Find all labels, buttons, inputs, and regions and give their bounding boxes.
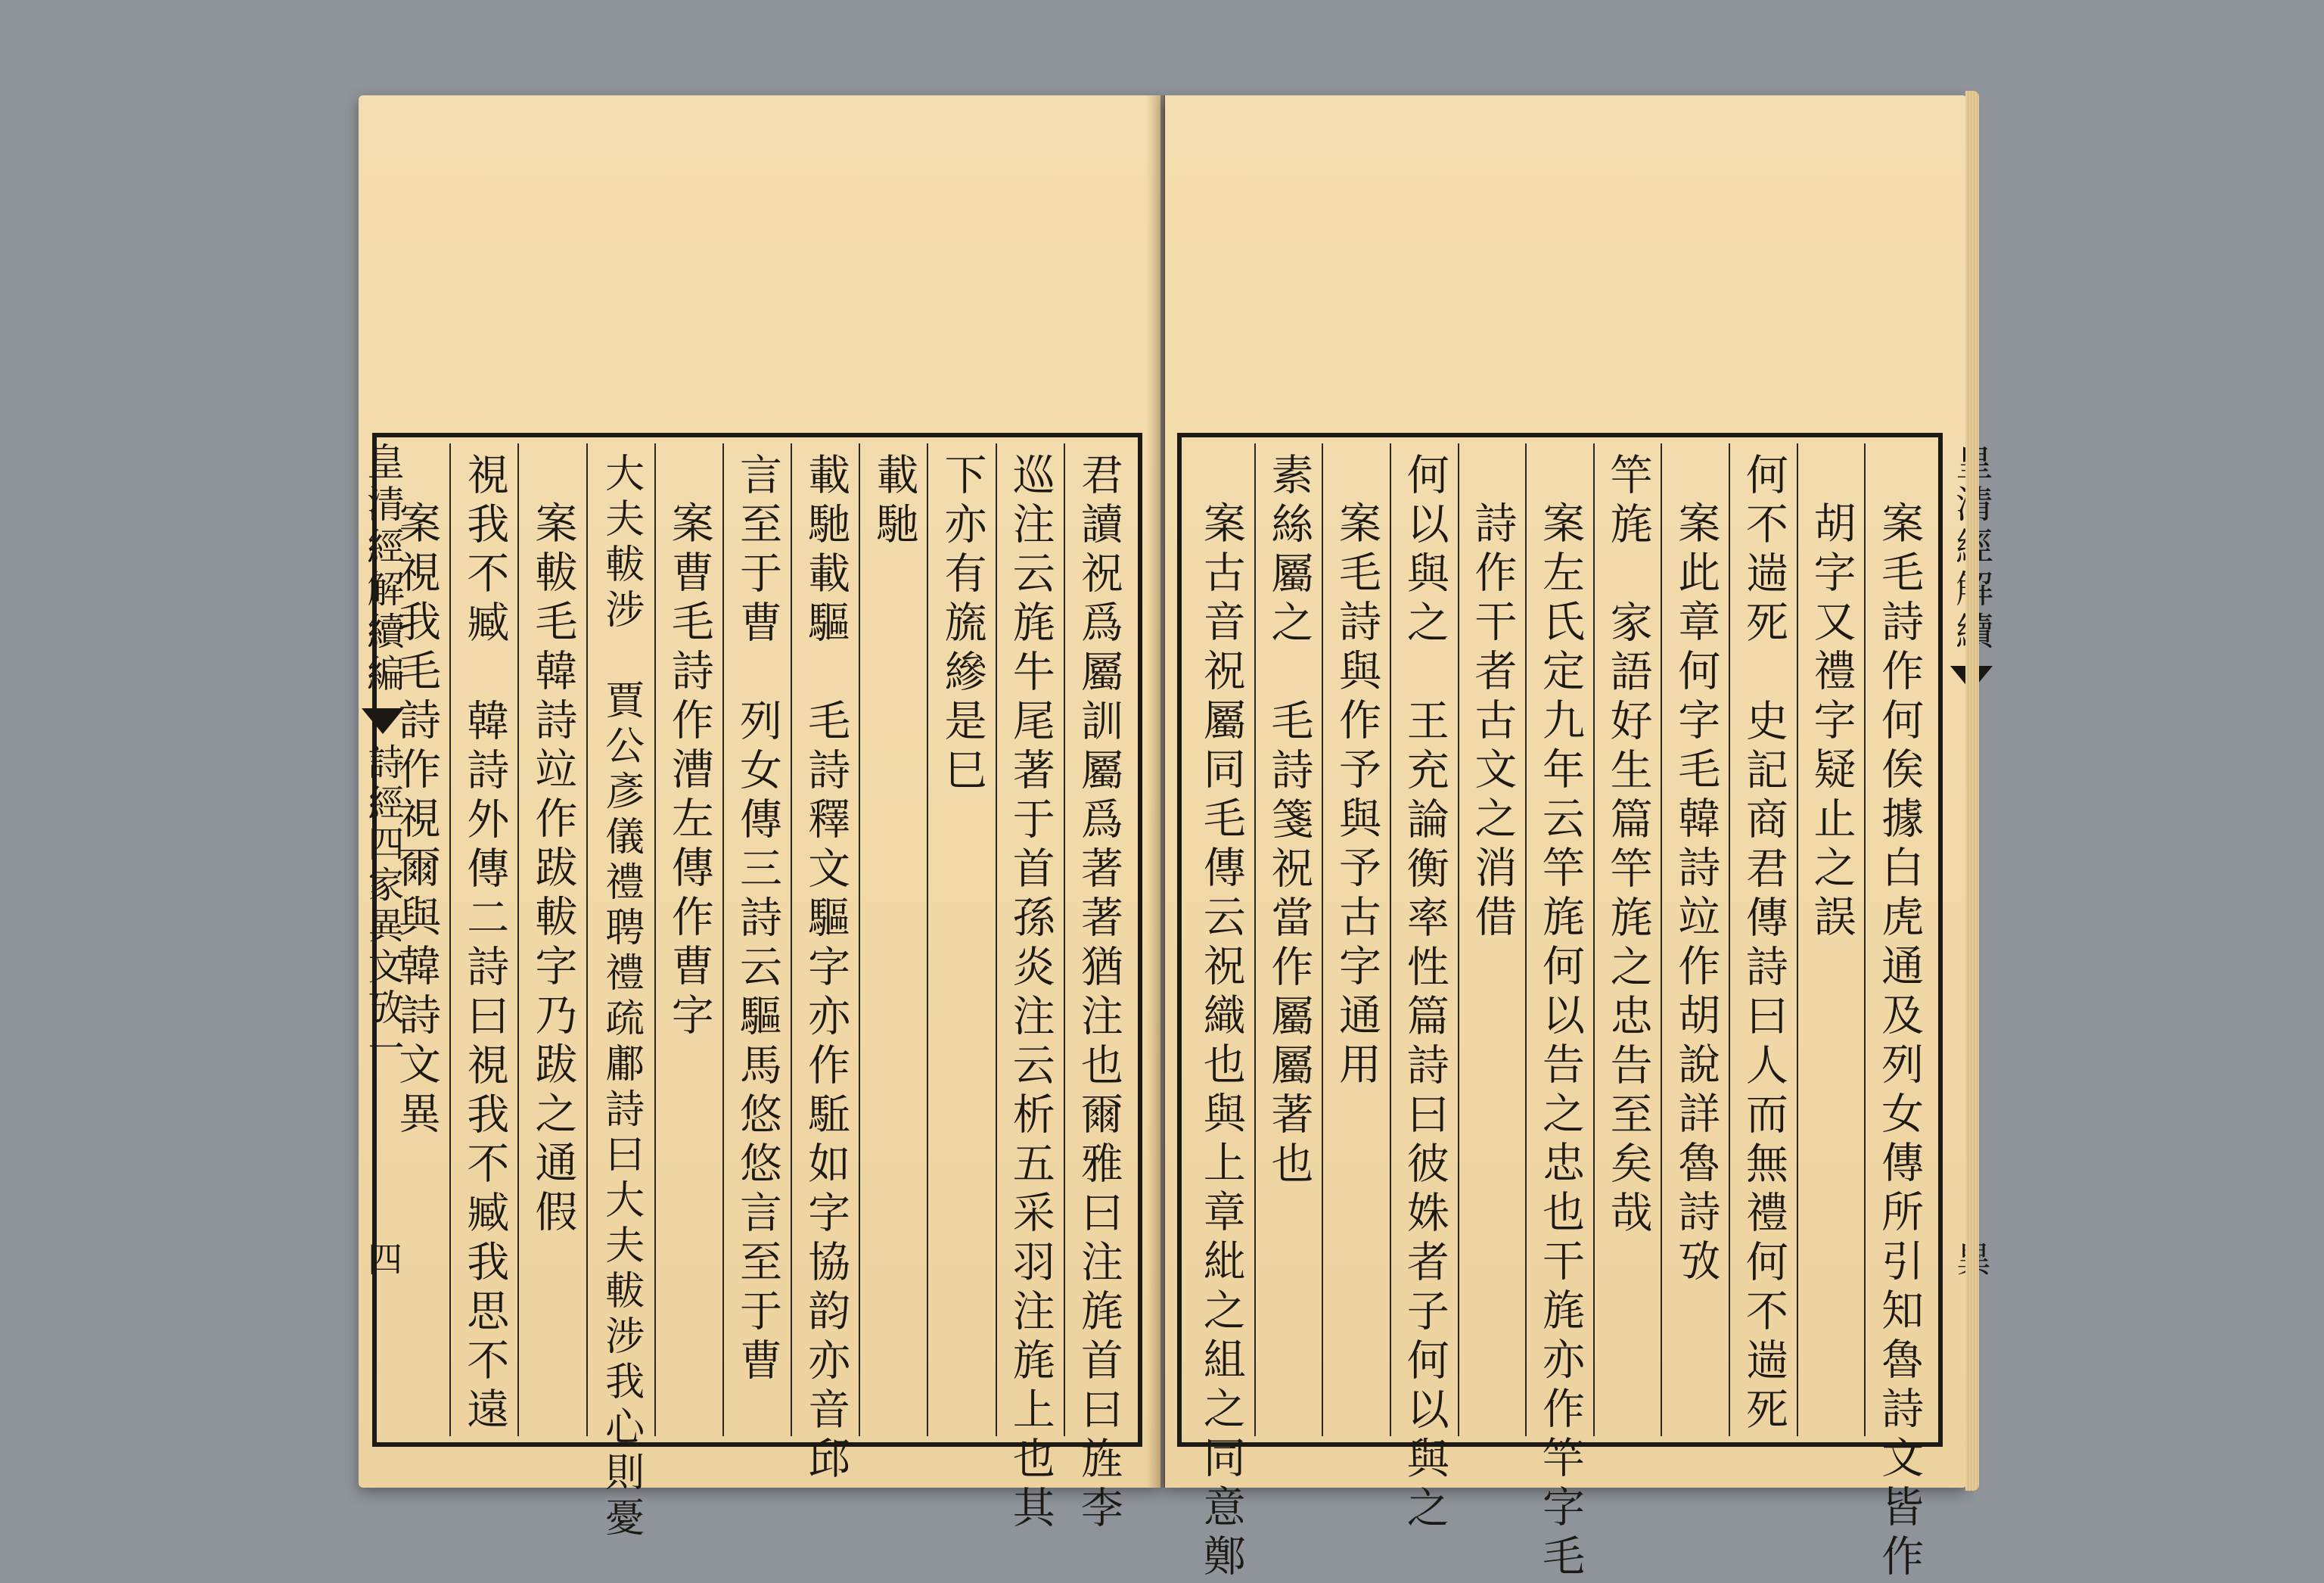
right-column — [1458, 443, 1526, 1436]
column-text: 何以與之 王充論衡率性篇詩曰彼姝者子何以與之 — [1400, 453, 1449, 1535]
column-text: 胡字又禮字疑止之誤 — [1807, 501, 1856, 944]
left-column — [654, 443, 722, 1436]
column-text: 案毛詩作何俟據白虎通及列女傳所引知魯詩文皆作 — [1875, 501, 1925, 1583]
book-title: 皇清經解續編 — [361, 442, 405, 696]
right-text-frame — [1177, 433, 1943, 1583]
right-column — [1254, 443, 1322, 1436]
column-text: 言至于曹 列女傳三詩云驅馬悠悠言至于曹 — [732, 453, 782, 1387]
column-text: 案此章何字毛韓詩竝作胡說詳魯詩攷 — [1671, 501, 1721, 1288]
right-column — [1322, 443, 1390, 1436]
page-number: 四 — [362, 1241, 403, 1276]
column-text: 案古音祝屬同毛傳云祝織也與上章紕之組之同意鄭 — [1196, 501, 1246, 1583]
left-column — [859, 443, 927, 1436]
column-text: 視我不臧 韓詩外傳二詩曰視我不臧我思不遠 — [460, 453, 510, 1436]
column-text: 案毛詩與作予與予古字通用 — [1332, 501, 1382, 1091]
right-column — [1864, 443, 1932, 1583]
column-text: 案左氏定九年云竿旄何以告之忠也干旄亦作竿字毛 — [1535, 501, 1585, 1583]
left-column — [1064, 443, 1132, 1535]
page-edges — [1965, 91, 1979, 1491]
column-text: 案軷毛韓詩竝作跋軷字乃跋之通假 — [528, 501, 578, 1239]
right-column — [1525, 443, 1593, 1583]
column-text: 案視我毛詩作視爾與韓詩文異 — [392, 501, 442, 1140]
left-column — [586, 443, 654, 1542]
left-text-frame — [372, 433, 1142, 1542]
column-text: 巡注云旄牛尾著于首孫炎注云析五采羽注旄上也其 — [1005, 453, 1055, 1535]
column-text: 竿旄 家語好生篇竿旄之忠告至矣哉 — [1603, 453, 1653, 1239]
column-text: 案曹毛詩作漕左傳作曹字 — [664, 501, 714, 1042]
column-text: 素絲屬之 毛詩箋祝當作屬屬著也 — [1264, 453, 1314, 1190]
column-text: 大夫軷涉 賈公彥儀禮聘禮疏鄘詩曰大夫軷涉我心則憂 — [598, 453, 644, 1542]
left-column — [449, 443, 517, 1436]
right-column — [1390, 443, 1458, 1535]
column-text: 詩作干者古文之消借 — [1468, 501, 1518, 944]
left-column — [791, 443, 859, 1485]
right-page — [1165, 95, 1967, 1583]
fishtail-mark-icon — [362, 708, 404, 734]
right-column — [1661, 443, 1729, 1436]
column-text: 載馳 — [869, 453, 919, 551]
column-text: 何不遄死 史記商君傳詩曰人而無禮何不遄死 — [1738, 453, 1788, 1436]
left-column — [722, 443, 791, 1436]
column-text: 下亦有旒縿是巳 — [937, 453, 987, 797]
right-column — [1188, 443, 1254, 1583]
left-columns — [383, 443, 1132, 1542]
left-page — [359, 95, 1160, 1542]
right-column — [1729, 443, 1797, 1436]
left-column — [517, 443, 586, 1436]
left-margin-strip — [357, 428, 409, 1450]
right-column — [1593, 443, 1661, 1436]
left-column — [927, 443, 995, 1436]
left-column — [996, 443, 1064, 1535]
chapter-title: 詩經四家異文攷一 — [362, 743, 404, 1070]
column-text: 載馳載驅 毛詩釋文驅字亦作駈如字協韵亦音邱 — [801, 453, 851, 1485]
column-text: 君讀祝爲屬訓屬爲著著猶注也爾雅曰注旄首曰旌李 — [1073, 453, 1123, 1535]
right-columns — [1188, 443, 1932, 1583]
right-column — [1797, 443, 1865, 1436]
